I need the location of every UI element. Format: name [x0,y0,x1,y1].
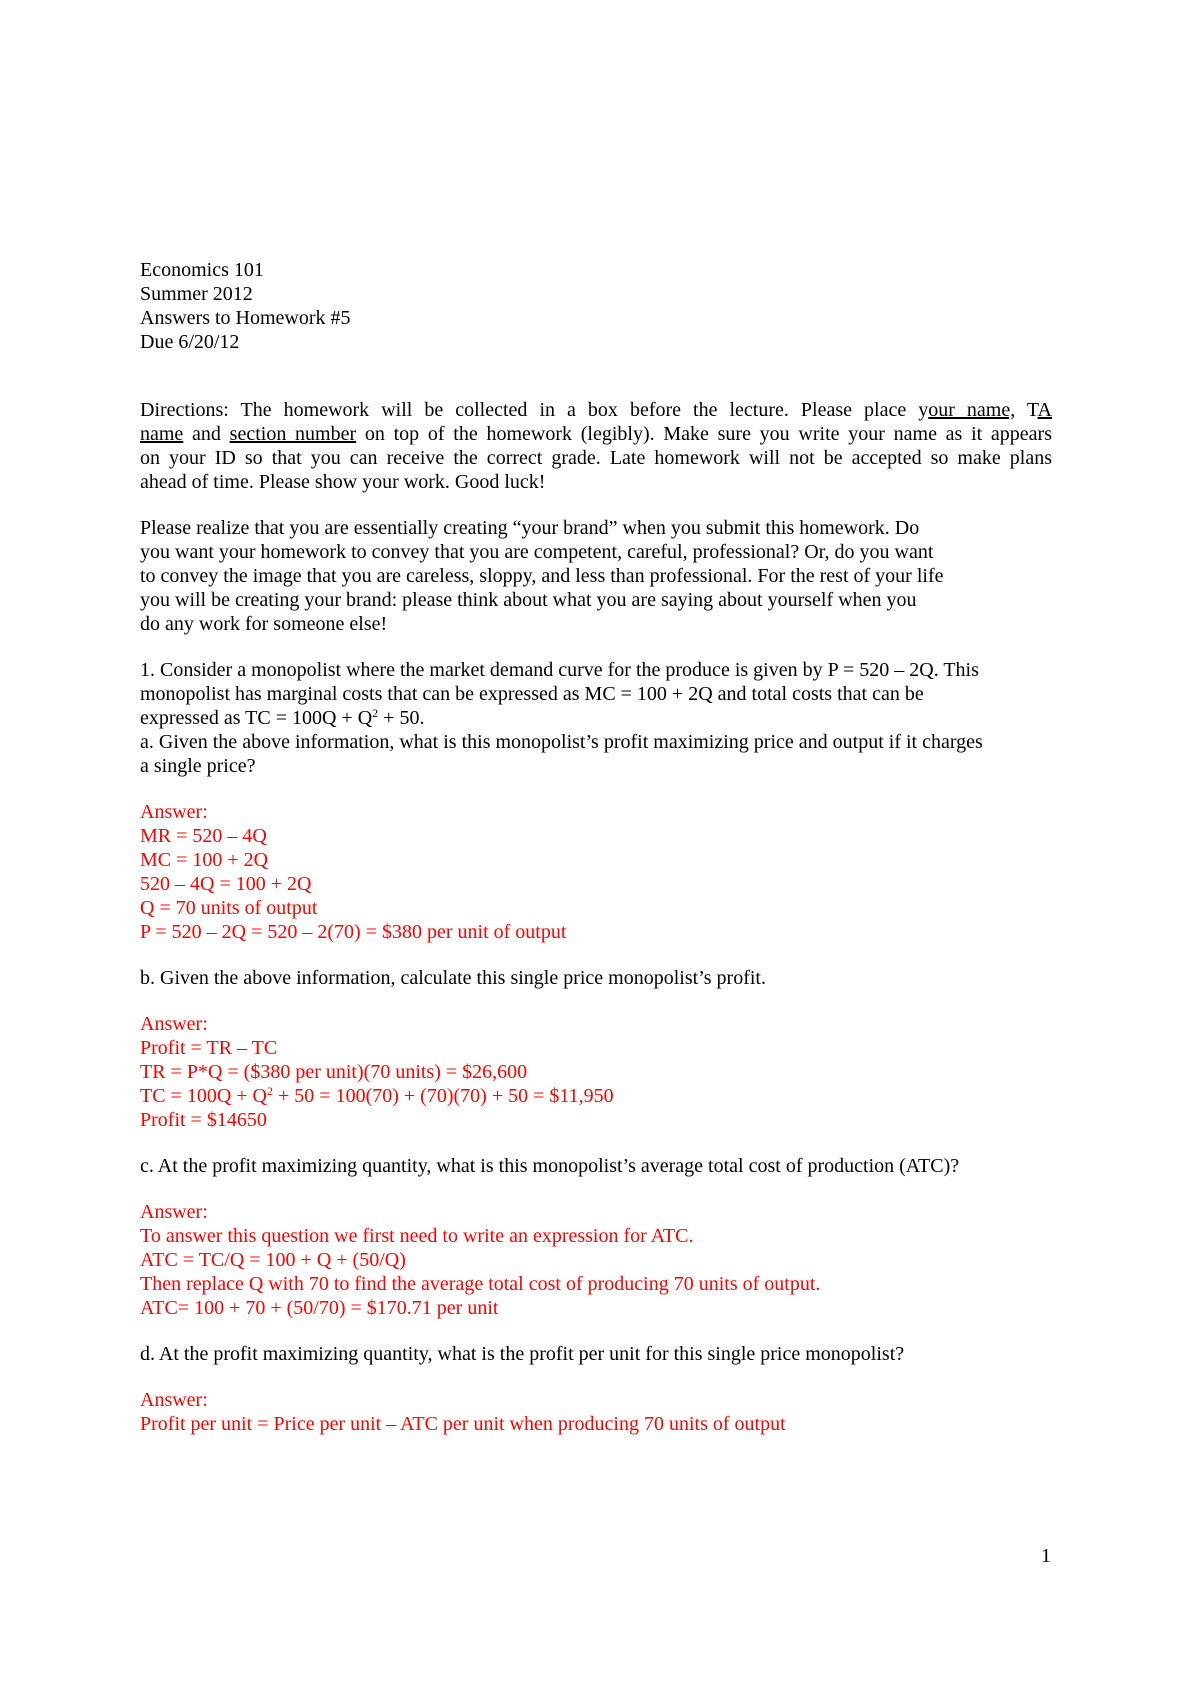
brand-line: Please realize that you are essentially creating “your brand” when you submit this homework. Do [140,517,920,539]
directions-paragraph [140,398,1052,494]
answer-line: 520 – 4Q = 100 + 2Q [140,873,312,895]
answer-label: Answer: [140,1389,208,1411]
question-line: monopolist has marginal costs that can be expressed as MC = 100 + 2Q and total costs that can be [140,683,924,705]
brand-line: you want your homework to convey that you are competent, careful, professional? Or, do you want [140,541,934,563]
answer-line: Profit = $14650 [140,1109,267,1131]
brand-line: do any work for someone else! [140,613,388,635]
answer-line: MC = 100 + 2Q [140,849,269,871]
document-title: Answers to Homework #5 [140,307,351,329]
directions-line: Directions: The homework will be collected in a box before the lecture. Please place your name, TA [140,399,1052,421]
brand-line: to convey the image that you are careless, sloppy, and less than professional. For the rest of your life [140,565,944,587]
answer-label: Answer: [140,1201,208,1223]
course-name: Economics 101 [140,259,264,281]
brand-line: you will be creating your brand: please think about what you are saying about yourself when you [140,589,917,611]
question-1 [140,658,1052,778]
directions-line: on your ID so that you can receive the correct grade. Late homework will not be accepted so make plans [140,447,1052,469]
question-b: b. Given the above information, calculate this single price monopolist’s profit. [140,967,766,989]
answer-line: Profit per unit = Price per unit – ATC per unit when producing 70 units of output [140,1413,786,1435]
answer-c [140,1200,1052,1320]
answer-line: TR = P*Q = ($380 per unit)(70 units) = $26,600 [140,1061,528,1083]
header-block [140,258,1052,354]
answer-a [140,800,1052,944]
answer-line: ATC= 100 + 70 + (50/70) = $170.71 per unit [140,1297,499,1319]
answer-d [140,1388,1052,1436]
question-c: c. At the profit maximizing quantity, what is this monopolist’s average total cost of production (ATC)? [140,1155,960,1177]
question-line: expressed as TC = $100Q + Q^2 + 50$. [140,706,425,729]
answer-line: MR = 520 – 4Q [140,825,267,847]
directions-line: ahead of time. Please show your work. Good luck! [140,471,546,493]
page-number: 1 [1041,1545,1051,1567]
answer-line: To answer this question we first need to write an expression for ATC. [140,1225,694,1247]
question-line: 1. Consider a monopolist where the market demand curve for the produce is given by P = 520 – 2Q. This [140,659,979,681]
question-a-line: a single price? [140,755,256,777]
answer-label: Answer: [140,1013,208,1035]
answer-line: ATC = TC/Q = 100 + Q + (50/Q) [140,1249,406,1271]
question-d: d. At the profit maximizing quantity, what is the profit per unit for this single price monopolist? [140,1343,905,1365]
answer-label: Answer: [140,801,208,823]
answer-line: Profit = TR – TC [140,1037,278,1059]
answer-line: Q = 70 units of output [140,897,318,919]
answer-line: Then replace Q with 70 to find the average total cost of producing 70 units of output. [140,1273,821,1295]
answer-line: TC = $100Q + Q^2 + 50 = 100(70) + (70)(70) + 50$ = $11,950 [140,1084,614,1107]
directions-line: name and section number on top of the homework (legibly). Make sure you write your name as it appears [140,423,1052,445]
question-a-line: a. Given the above information, what is this monopolist’s profit maximizing price and output if it charges [140,731,983,753]
due-date: Due 6/20/12 [140,331,240,353]
document-page [140,258,1052,1436]
answer-b [140,1012,1052,1132]
term: Summer 2012 [140,283,253,305]
answer-line: P = 520 – 2Q = 520 – 2(70) = $380 per unit of output [140,921,567,943]
brand-paragraph [140,516,1052,636]
